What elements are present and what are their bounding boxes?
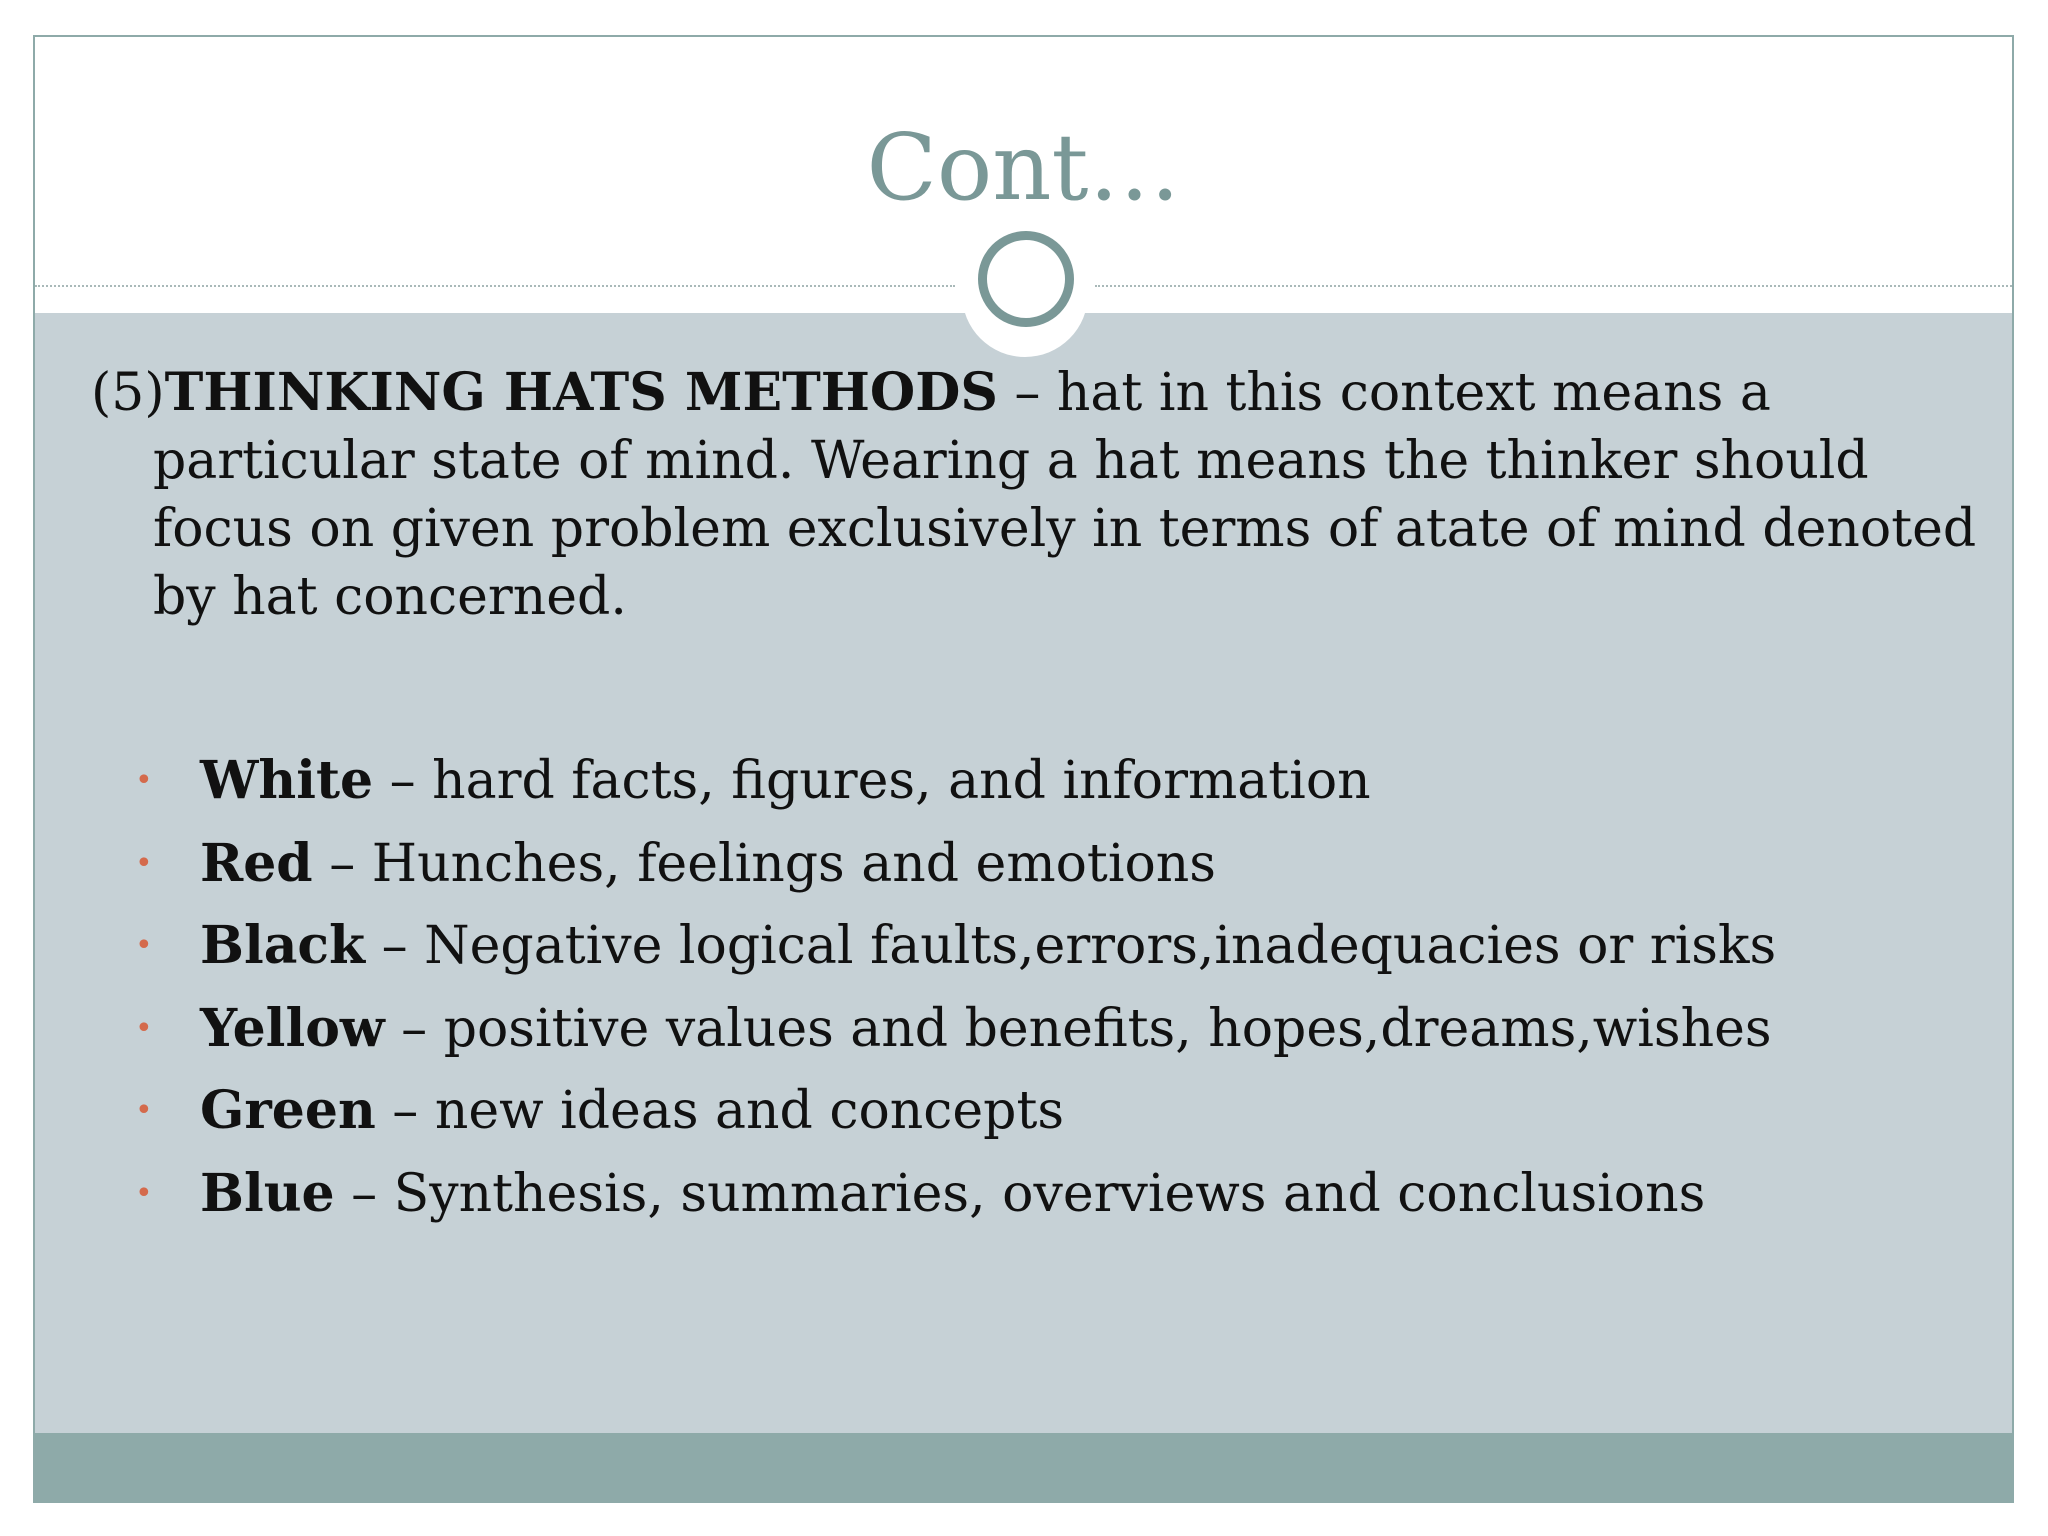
bullet-icon: • <box>135 763 153 798</box>
bullet-icon: • <box>135 1175 153 1211</box>
intro-number: (5) <box>91 363 165 423</box>
list-item-black <box>135 905 1995 988</box>
hat-description: – new ideas and concepts <box>375 1081 1065 1142</box>
intro-text: – hat in this context means a particular state of mind. Wearing a hat means the thinker should focus on given problem exclusively in terms of atate of mind denoted by hat concerned. <box>153 363 1977 627</box>
hat-term: Blue <box>200 1162 335 1224</box>
hat-term: Red <box>200 832 313 894</box>
hat-description: – positive values and benefits, hopes,dreams,wishes <box>384 998 1772 1059</box>
hat-description: – Negative logical faults,errors,inadequacies or risks <box>365 916 1777 977</box>
circle-ornament <box>978 231 1074 327</box>
hat-description: – hard facts, figures, and information <box>373 751 1371 811</box>
slide <box>33 35 2014 1503</box>
hat-description: – Synthesis, summaries, overviews and conclusions <box>334 1163 1706 1224</box>
list-item-yellow <box>135 988 1995 1071</box>
intro-paragraph <box>91 359 1983 631</box>
hat-term: Black <box>200 915 366 977</box>
hat-term: White <box>200 750 374 811</box>
hat-list <box>135 740 1995 1236</box>
footer-band <box>35 1433 2012 1503</box>
bullet-icon: • <box>135 1093 153 1129</box>
bullet-icon: • <box>135 1010 153 1046</box>
hat-term: Yellow <box>200 997 385 1059</box>
dotted-divider-right <box>1095 285 2014 287</box>
list-item-red <box>135 823 1995 906</box>
list-item-green <box>135 1070 1995 1153</box>
slide-title: Cont… <box>866 114 1181 221</box>
list-item-blue <box>135 1153 1995 1236</box>
list-item-white <box>135 740 1995 823</box>
intro-heading: THINKING HATS METHODS <box>164 362 998 423</box>
hat-description: – Hunches, feelings and emotions <box>312 833 1216 894</box>
dotted-divider-left <box>35 285 955 287</box>
bullet-icon: • <box>135 928 153 964</box>
hat-term: Green <box>200 1080 376 1142</box>
bullet-icon: • <box>135 845 153 881</box>
